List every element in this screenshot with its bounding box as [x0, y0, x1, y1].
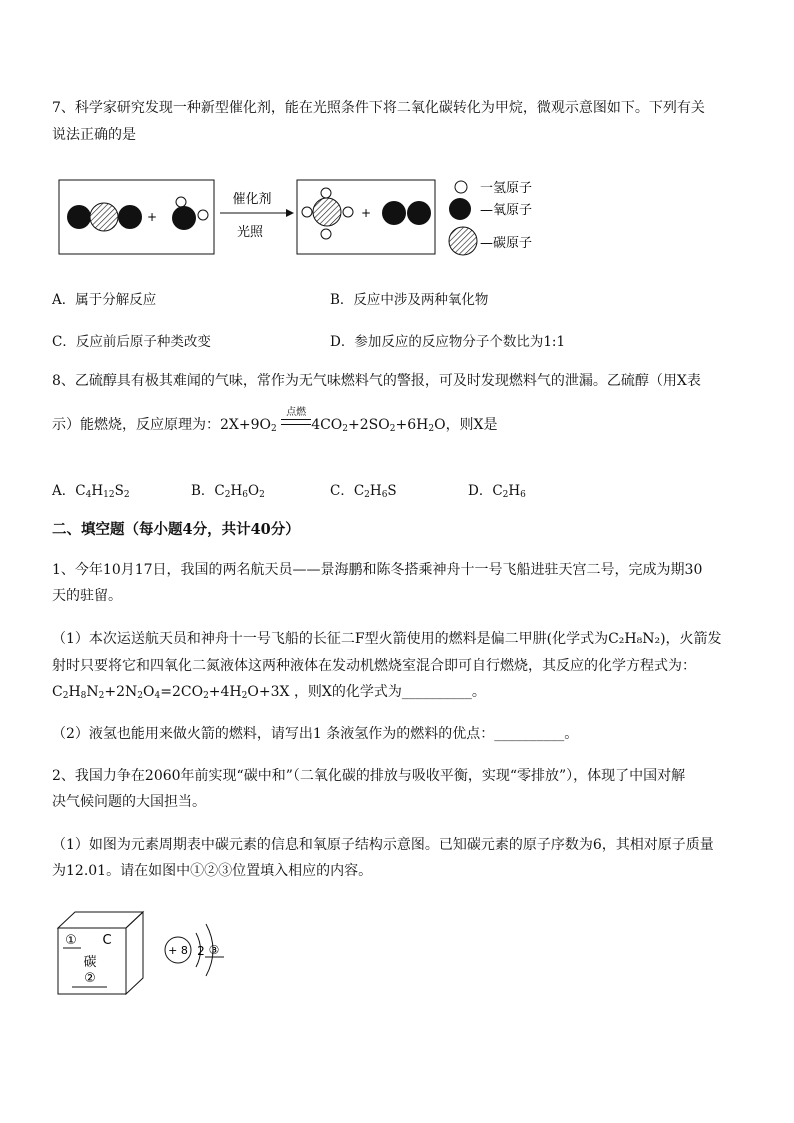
plus-sign: +: [146, 210, 158, 224]
hydrogen-atom: [302, 207, 312, 217]
q8-stem-prefix: 示）能燃烧，反应原理为：: [52, 417, 220, 433]
legend-hydrogen-icon: [455, 181, 467, 193]
f2-part1-line1: （1）如图为元素周期表中碳元素的信息和氧原子结构示意图。已知碳元素的原子序数为6，其相对原子质量: [52, 837, 714, 853]
legend-carbon-icon: [449, 227, 477, 255]
f2-line1: 2、我国力争在2060年前实现“碳中和”（二氧化碳的排放与吸收平衡，实现“零排放”），体现了中国对解: [52, 768, 686, 784]
q7-option-a: A．属于分解反应: [52, 292, 157, 308]
plus-sign: +: [360, 206, 372, 220]
q8-option-c: C．$C_2H_6S$: [330, 483, 397, 500]
oxygen-atom: [67, 205, 91, 229]
q8-equation: $2X+9O_2$ 点燃 $4CO_2+2SO_2+6H_2O$: [220, 407, 446, 434]
nucleus-charge: + 8: [168, 944, 188, 957]
f1-line1: 1、今年10月17日，我国的两名航天员——景海鹏和陈冬搭乘神舟十一号飞船进驻天宫二号，完成为期30: [52, 562, 703, 578]
legend-oxygen-icon: [449, 198, 471, 220]
shell1-electrons: 2: [197, 944, 205, 958]
oxygen-atom: [407, 201, 431, 225]
q7-reaction-diagram: [0, 170, 794, 265]
cube-top: [58, 912, 143, 928]
q8-option-d: D．$C_2H_6$: [468, 483, 526, 500]
f1-line2: 天的驻留。: [52, 588, 122, 604]
q7-option-b: B．反应中涉及两种氧化物: [330, 292, 489, 308]
hydrogen-atom: [343, 207, 353, 217]
hydrogen-atom: [176, 197, 186, 207]
q8-stem-line2: [52, 407, 752, 439]
carbon-element-figure: [0, 900, 300, 1000]
cell-mark-2: ②: [84, 971, 96, 986]
oxygen-atom: [118, 205, 142, 229]
legend-hydrogen-label: 一氢原子: [480, 181, 533, 196]
legend-oxygen-label: —氧原子: [480, 203, 533, 218]
q8-option-b: B．$C_2H_6O_2$: [191, 483, 265, 500]
q8-option-a: A．$C_4H_{12}S_2$: [52, 483, 130, 500]
f1-part1-equation: $C_2H_8N_2+2N_2O_4=2CO_2+4H_2O+3X$ ，则X的化学式为__________。: [52, 684, 486, 701]
catalyst-label: 催化剂: [232, 192, 272, 207]
f1-equation: $C_2H_8N_2+2N_2O_4=2CO_2+4H_2O+3X$: [52, 684, 290, 701]
f1-part1-line2: 射时只要将它和四氧化二氮液体这两种液体在发动机燃烧室混合即可自行燃烧，其反应的化学方程式为：: [52, 658, 696, 674]
hydrogen-atom: [198, 210, 208, 220]
section-heading: 二、填空题（每小题4分，共计40分）: [52, 521, 300, 538]
q7-option-d: D．参加反应的反应物分子个数比为1:1: [330, 334, 566, 350]
f2-line2: 决气候问题的大国担当。: [52, 794, 206, 810]
cell-mark-1: ①: [65, 933, 77, 948]
q8-stem-suffix: ，则X是: [445, 417, 498, 433]
reaction-condition: 点燃: [281, 415, 311, 435]
q7-option-c: C．反应前后原子种类改变: [52, 334, 211, 350]
q7-stem-line1: 7、科学家研究发现一种新型催化剂，能在光照条件下将二氧化碳转化为甲烷，微观示意图如下。下列有关: [52, 100, 705, 116]
f1-part2: （2）液氢也能用来做火箭的燃料，请写出1 条液氢作为的燃料的优点：__________。: [52, 726, 579, 742]
q7-stem-line2: 说法正确的是: [52, 127, 136, 143]
q8-stem-line1: 8、乙硫醇具有极其难闻的气味，常作为无气味燃料气的警报，可及时发现燃料气的泄漏。乙硫醇（用X表: [52, 373, 701, 389]
light-label: 光照: [236, 225, 264, 240]
legend-carbon-label: —碳原子: [480, 236, 533, 251]
carbon-atom: [90, 203, 118, 231]
shell2-mark: ③: [208, 943, 220, 957]
carbon-atom: [313, 198, 341, 226]
hydrogen-atom: [321, 188, 331, 198]
cube-side: [126, 912, 143, 994]
element-symbol: C: [102, 933, 112, 948]
oxygen-atom: [172, 206, 196, 230]
hydrogen-atom: [321, 229, 331, 239]
oxygen-atom: [382, 201, 406, 225]
f1-part1-line1: （1）本次运送航天员和神舟十一号飞船的长征二F型火箭使用的燃料是偏二甲肼(化学式为C₂H₈N₂)，火箭发: [52, 631, 722, 647]
element-name: 碳: [83, 955, 97, 970]
f2-part1-line2: 为12.01。请在如图中①②③位置填入相应的内容。: [52, 863, 373, 879]
